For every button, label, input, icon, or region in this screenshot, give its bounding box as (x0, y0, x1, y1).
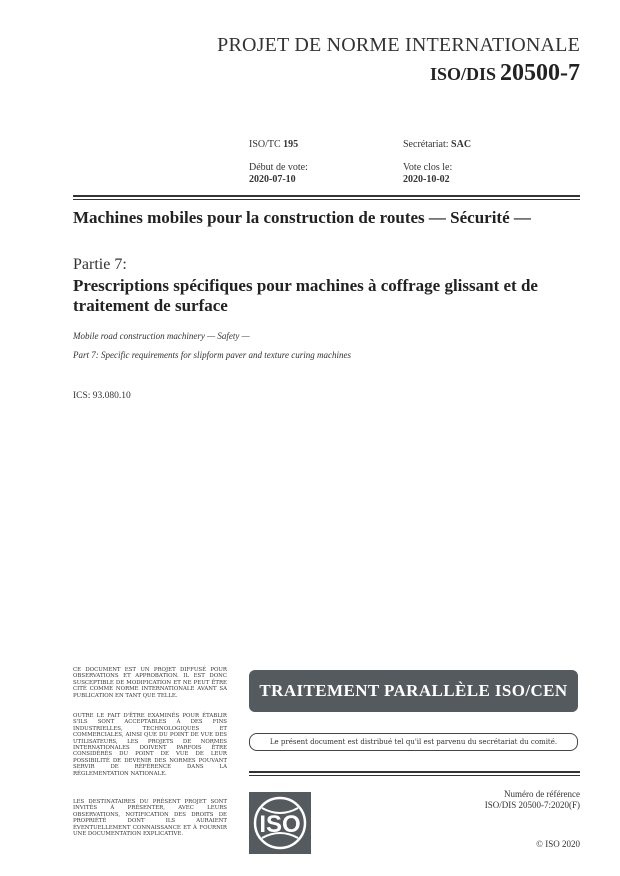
tc-value: 195 (283, 139, 299, 150)
iso-logo-text: ISO (259, 811, 301, 838)
parallel-processing-banner: TRAITEMENT PARALLÈLE ISO/CEN (249, 670, 578, 712)
part-title: Prescriptions spécifiques pour machines à coffrage glissant et de traitement de surface (73, 276, 538, 315)
title-divider-thin (73, 199, 580, 200)
part-label: Partie 7: (73, 256, 127, 273)
tc-label: ISO/TC (249, 139, 281, 150)
english-title-line1: Mobile road construction machinery — Safety — (73, 331, 250, 341)
iso-logo-icon (249, 792, 311, 854)
secretariat-value: SAC (451, 139, 472, 150)
vote-start-label: Début de vote: (249, 162, 308, 173)
footer-divider-thick (249, 771, 580, 773)
document-number-value: 20500-7 (500, 60, 580, 86)
main-title: Machines mobiles pour la construction de routes — Sécurité — (73, 208, 531, 227)
vote-end-label: Vote clos le: (403, 162, 453, 173)
vote-start-field (249, 162, 308, 186)
vote-end-field (403, 162, 452, 186)
secretariat-label: Secrétariat: (403, 139, 449, 150)
disclaimer-paragraph-2: OUTRE LE FAIT D'ÊTRE EXAMINÉS POUR ÉTABLIR S'ILS SONT ACCEPTABLES À DES FINS INDUSTRIELLES, TECHNOLOGIQUES ET COMMERCIALES, AINSI QUE DU POINT DE VUE DES UTILISATEURS, LES PROJETS DE NORMES INTERNATIONALES DOIVENT PARFOIS ÊTRE CONSIDÉRÉS DU POINT DE VUE DE LEUR POSSIBILITÉ DE DEVENIR DES NORMES POUVANT SERVIR DE RÉFÉRENCE DANS LA RÉGLEMENTATION NATIONALE. (73, 713, 227, 777)
copyright: © ISO 2020 (536, 839, 580, 849)
tc-field (249, 139, 298, 151)
ics-code: ICS: 93.080.10 (73, 391, 131, 401)
footer-divider-thin (249, 775, 580, 776)
distribution-notice: Le présent document est distribué tel qu'il est parvenu du secrétariat du comité. (249, 733, 578, 751)
iso-logo (249, 792, 311, 854)
disclaimer-paragraph-3: LES DESTINATAIRES DU PRÉSENT PROJET SONT INVITÉS À PRÉSENTER, AVEC LEURS OBSERVATIONS, NOTIFICATION DES DROITS DE PROPRIÉTÉ DONT ILS AURAIENT ÉVENTUELLEMENT CONNAISSANCE ET À FOURNIR UNE DOCUMENTATION EXPLICATIVE. (73, 799, 227, 838)
disclaimer-paragraph-1: CE DOCUMENT EST UN PROJET DIFFUSÉ POUR OBSERVATIONS ET APPROBATION. IL EST DONC SUSCEPTIBLE DE MODIFICATION ET NE PEUT ÊTRE CITÉ COMME NORME INTERNATIONALE AVANT SA PUBLICATION EN TANT QUE TELLE. (73, 667, 227, 699)
document-type-heading: PROJET DE NORME INTERNATIONALE (217, 34, 580, 56)
title-divider-thick (73, 195, 580, 197)
reference-value: ISO/DIS 20500-7:2020(F) (484, 800, 580, 810)
vote-start-value: 2020-07-10 (249, 174, 296, 185)
secretariat-field (403, 139, 471, 151)
vote-end-value: 2020-10-02 (403, 174, 450, 185)
reference-label: Numéro de référence (504, 789, 580, 799)
english-title-line2: Part 7: Specific requirements for slipform paver and texture curing machines (73, 350, 351, 360)
document-number (430, 60, 580, 87)
document-prefix: ISO/DIS (429, 64, 496, 84)
